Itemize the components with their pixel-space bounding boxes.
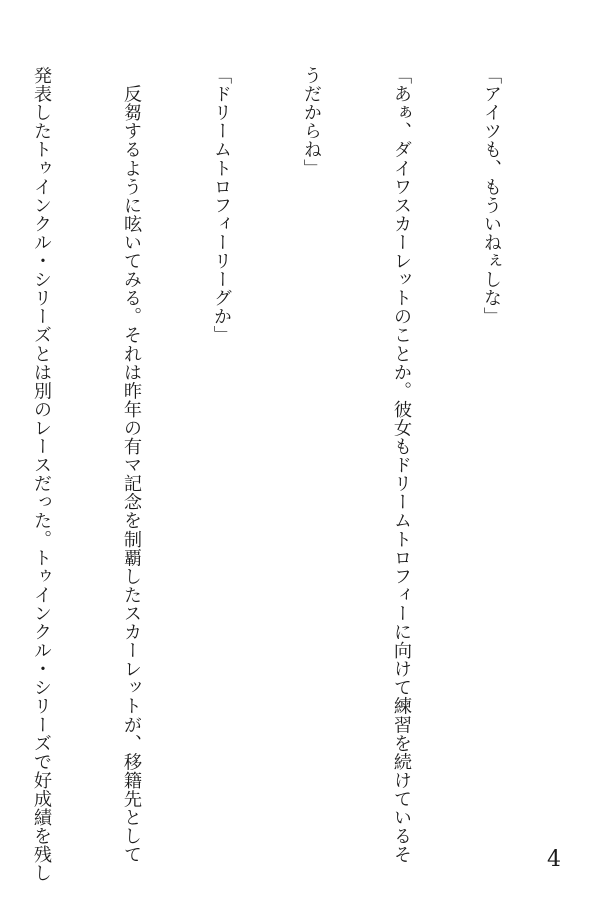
text-line: 「アイツも、もういねぇしな」 [481,66,502,326]
text-line: 「あぁ、ダイワスカーレットのことか。彼女もドリームトロフィーに向けて練習を続けているそ [391,66,412,864]
text-line: 反芻するように呟いてみる。それは昨年の有マ記念を制覇したスカーレットが、移籍先として [121,66,142,864]
text-line: 「ドリームトロフィーリーグか」 [211,66,232,345]
text-line: うだからね」 [301,66,322,178]
page-number: 4 [547,847,561,872]
text-line: 発表したトゥインクル・シリーズとは別のレースだった。トゥインクル・シリーズで好成績を残し [31,66,52,883]
vertical-text-body [0,66,566,883]
